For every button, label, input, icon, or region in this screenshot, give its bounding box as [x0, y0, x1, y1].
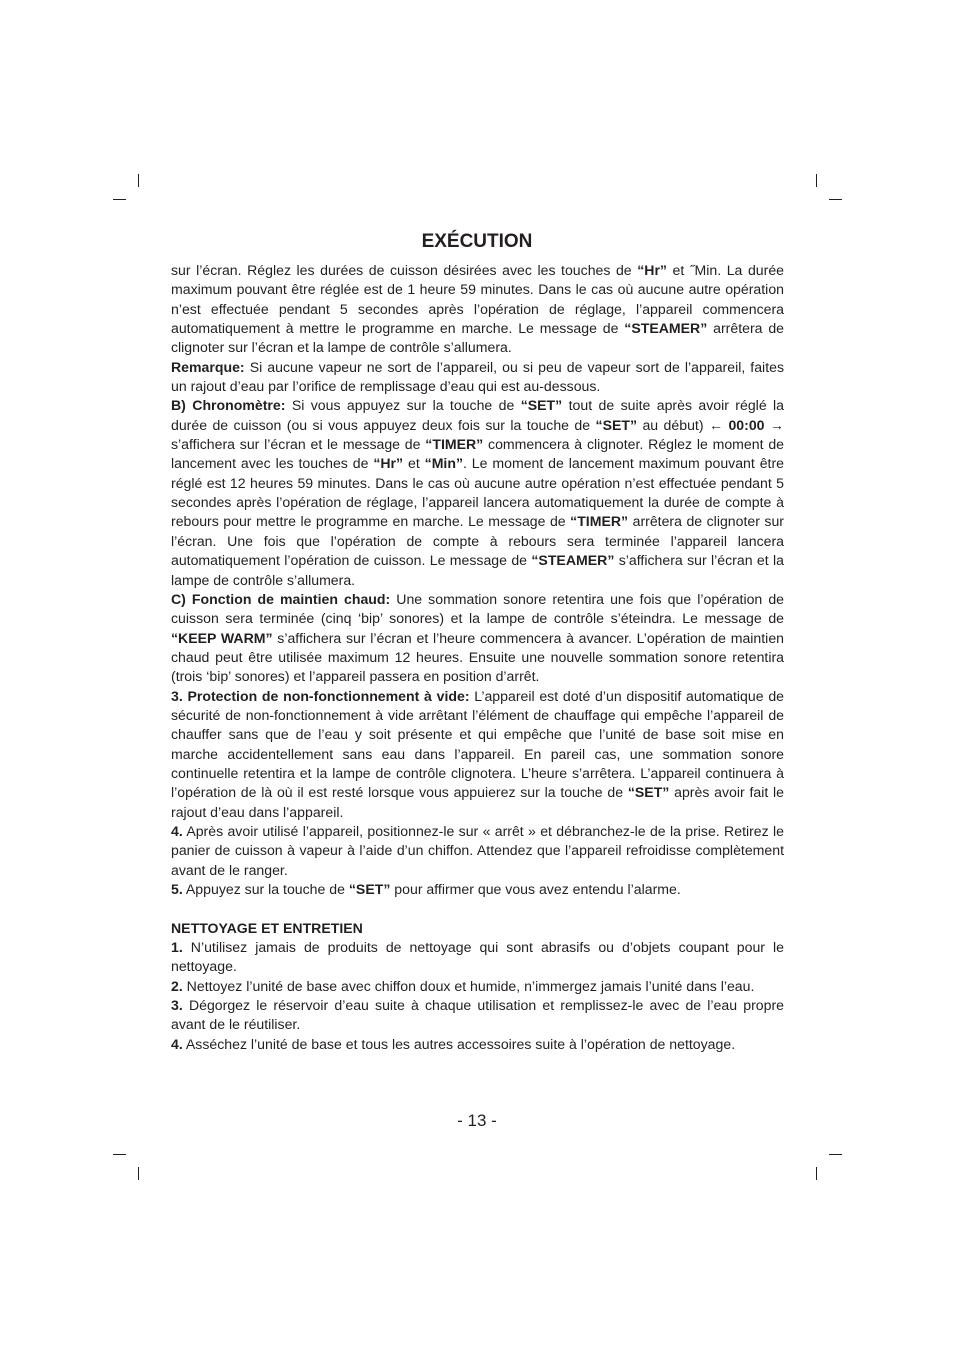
page-title: EXÉCUTION	[421, 231, 533, 252]
key-label-hr: “Hr”	[373, 455, 404, 472]
text-run: Asséchez l’unité de base et tous les autres accessoires suite à l’opération de nettoyage.	[182, 1035, 736, 1052]
cleaning-item-1	[171, 938, 784, 977]
text-run: après avoir fait le rajout d’eau dans l’appareil.	[171, 784, 784, 820]
key-label-set: “SET”	[520, 397, 563, 414]
key-label-set: “SET”	[595, 416, 638, 433]
section-spacer	[171, 899, 784, 918]
crop-mark-bottom-left-horizontal	[113, 1154, 126, 1155]
remark-label: Remarque:	[171, 358, 245, 375]
text-run: N’utilisez jamais de produits de nettoyage qui sont abrasifs ou d’objets coupant pour le nettoyage.	[171, 939, 784, 975]
display-message-steamer: “STEAMER”	[624, 320, 708, 337]
paragraph-protection-vide	[171, 687, 784, 822]
crop-mark-bottom-right-horizontal	[829, 1154, 842, 1155]
paragraph-remarque	[171, 358, 784, 397]
text-run: sur l’écran. Réglez les durées de cuisson désirées avec les touches de	[171, 262, 638, 278]
step-number: 4.	[171, 822, 183, 839]
text-run: commencera à clignoter. Réglez le moment de lancement avec les touches de	[171, 436, 784, 472]
section-label-chronometre: B) Chronomètre:	[171, 397, 286, 414]
text-run: tout de suite après avoir réglé la durée de cuisson (ou si vous appuyez deux fois sur la touche de	[171, 397, 785, 433]
step-number: 4.	[171, 1035, 183, 1052]
display-readout-time: ← 00:00 →	[708, 416, 784, 433]
step-number: 3.	[171, 997, 183, 1014]
text-run: Après avoir utilisé l’appareil, positionnez-le sur « arrêt » et débranchez-le de la prise. Retirez le panier de cuisson à vapeur à l’aide d’un chiffon. Attendez que l’appareil refroidisse complètement avant de le ranger.	[171, 822, 784, 878]
key-label-set: “SET”	[627, 784, 670, 801]
step-number: 2.	[171, 977, 183, 994]
paragraph-programme-start	[171, 261, 784, 358]
display-message-steamer: “STEAMER”	[531, 552, 615, 569]
crop-mark-bottom-left-vertical	[138, 1167, 139, 1180]
cleaning-item-2	[171, 977, 784, 996]
text-run: Nettoyez l’unité de base avec chiffon doux et humide, n’immergez jamais l’unité dans l’eau.	[182, 977, 755, 994]
text-run: et	[403, 455, 425, 472]
step-number: 5.	[171, 881, 183, 897]
cleaning-item-3	[171, 996, 784, 1035]
text-run: Une sommation sonore retentira une fois que l’opération de cuisson sera terminée (cinq ‘bip’ sonores) et la lampe de contrôle s’éteindra. Le message de	[171, 590, 784, 627]
text-run: L’appareil est doté d’un dispositif automatique de sécurité de non-fonctionnement à vide arrêtant l’élément de chauffage qui empêche l’appareil de chauffer sans que de l’eau y soit présente et qui empêche que l’unité de base soit mise en marche accidentellement sans eau dans l’appareil. En pareil cas, une sommation sonore continuelle retentira et la lampe de contrôle clignotera. L’heure s’arrêtera. L’appareil continuera à l’opération de là où il est resté lorsque vous appuierez sur la touche de	[171, 687, 784, 801]
key-label-min: “Min”	[424, 455, 463, 472]
key-label-hr: “Hr”	[637, 262, 667, 278]
step-number: 1.	[171, 939, 183, 956]
text-run: arrêtera de clignoter sur l’écran. Une fois que l’opération de compte à rebours sera terminée l’appareil lancera automatiquement l’opération de cuisson. Le message de	[171, 513, 784, 569]
display-message-timer: “TIMER”	[570, 513, 629, 530]
paragraph-chronometre	[171, 396, 784, 589]
page-body	[171, 261, 784, 1054]
display-message-keep-warm: “KEEP WARM”	[171, 629, 273, 646]
crop-mark-bottom-right-vertical	[816, 1167, 817, 1180]
text-run: au début)	[637, 416, 709, 433]
text-run: pour affirmer que vous avez entendu l’alarme.	[390, 881, 681, 897]
text-run: . Le moment de lancement maximum pouvant être réglé est 12 heures 59 minutes. Dans le cas où aucune autre opération n’est effectuée pendant 5 secondes après l’opération de réglage, l’appareil lancera automatiquement la durée de compte à rebours pour mettre le programme en marche. Le message de	[171, 455, 784, 530]
text-run: Si aucune vapeur ne sort de l’appareil, ou si peu de vapeur sort de l’appareil, faites un rajout d’eau par l’orifice de remplissage d’eau qui est au-dessous.	[171, 358, 784, 395]
text-run: s’affichera sur l’écran et la lampe de contrôle s’allumera.	[171, 552, 784, 588]
key-label-set: “SET”	[348, 881, 391, 897]
text-run: et ˝Min. La durée maximum pouvant être réglée est de 1 heure 59 minutes. Dans le cas où aucune autre opération n’est effectuée pendant 5 secondes après l’opération de réglage, l’appareil commencera automatiquement à mettre le programme en marche. Le message de	[171, 262, 784, 337]
text-run: s’affichera sur l’écran et le message de	[171, 436, 426, 453]
section-label-maintien-chaud: C) Fonction de maintien chaud:	[171, 590, 391, 607]
text-run: Appuyez sur la touche de	[182, 881, 349, 897]
paragraph-maintien-chaud	[171, 590, 784, 687]
text-run: Dégorgez le réservoir d’eau suite à chaque utilisation et remplissez-le avec de l’eau propre avant de le réutiliser.	[171, 997, 784, 1033]
crop-mark-top-right-horizontal	[829, 199, 842, 200]
text-run: arrêtera de clignoter sur l’écran et la lampe de contrôle s’allumera.	[171, 320, 785, 356]
paragraph-step-4	[171, 822, 784, 880]
page-number: - 13 -	[457, 1111, 497, 1130]
crop-mark-top-left-horizontal	[113, 199, 126, 200]
cleaning-item-4	[171, 1035, 784, 1054]
crop-mark-top-right-vertical	[816, 174, 817, 187]
section-label-protection: 3. Protection de non-fonctionnement à vide:	[171, 687, 470, 704]
text-run: s’affichera sur l’écran et l’heure commencera à avancer. L’opération de maintien chaud peut être utilisée maximum 12 heures. Ensuite une nouvelle sommation sonore retentira (trois ‘bip’ sonores) et l’appareil passera en position d’arrêt.	[171, 629, 784, 685]
crop-mark-top-left-vertical	[138, 174, 139, 187]
section-heading-nettoyage: NETTOYAGE ET ENTRETIEN	[171, 919, 363, 936]
paragraph-step-5	[171, 880, 784, 899]
display-message-timer: “TIMER”	[425, 436, 484, 453]
text-run: Si vous appuyez sur la touche de	[285, 397, 521, 414]
